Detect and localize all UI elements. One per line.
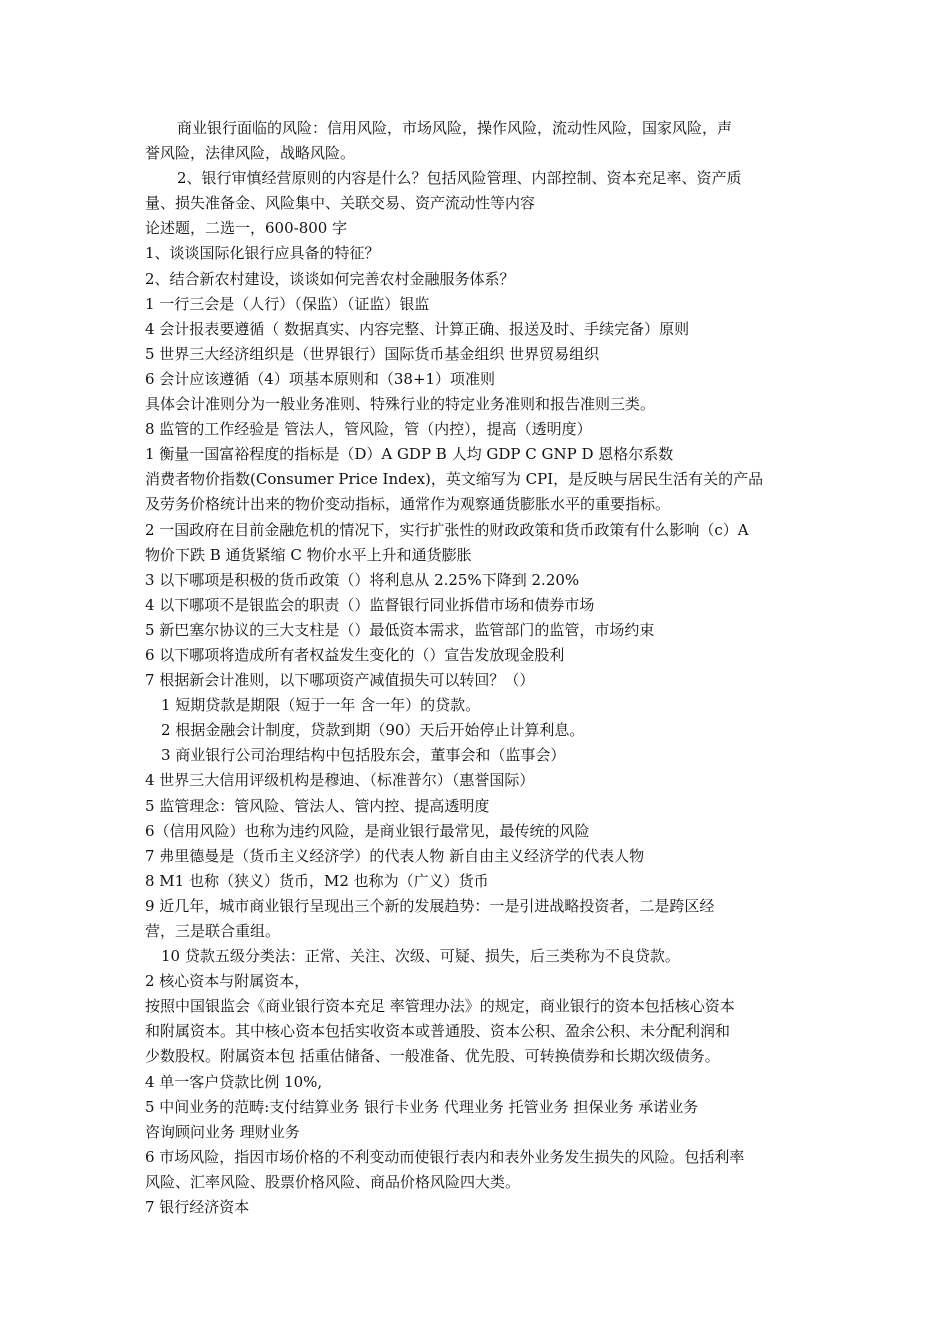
text-line: 9 近几年，城市商业银行呈现出三个新的发展趋势：一是引进战略投资者，二是跨区经 (145, 896, 715, 915)
text-line: 1、谈谈国际化银行应具备的特征？ (145, 244, 380, 263)
text-line: 论述题，二选一，600-800 字 (145, 219, 348, 238)
text-line: 1 衡量一国富裕程度的指标是（D）A GDP B 人均 GDP C GNP D 恩格尔系数 (145, 445, 674, 464)
text-line: 风险、汇率风险、股票价格风险、商品价格风险四大类。 (145, 1172, 521, 1191)
document-body (145, 116, 815, 1220)
text-line: 2 一国政府在目前金融危机的情况下，实行扩张性的财政政策和货币政策有什么影响（c）A (145, 520, 749, 539)
text-line: 商业银行面临的风险：信用风险，市场风险，操作风险，流动性风险，国家风险，声 (177, 119, 733, 137)
text-line: 7 银行经济资本 (145, 1198, 250, 1217)
text-line: 1 一行三会是（人行）（保监）（证监）银监 (145, 294, 430, 313)
text-line: 4 以下哪项不是银监会的职责（）监督银行同业拆借市场和债券市场 (145, 595, 595, 614)
text-line: 8 M1 也称（狭义）货币，M2 也称为（广义）货币 (145, 871, 489, 890)
text-line: 和附属资本。其中核心资本包括实收资本或普通股、资本公积、盈余公积、未分配利润和 (145, 1022, 731, 1041)
text-line: 3 以下哪项是积极的货币政策（）将利息从 2.25%下降到 2.20% (145, 570, 580, 589)
text-line: 2 核心资本与附属资本， (145, 972, 310, 991)
text-line: 5 中间业务的范畴:支付结算业务 银行卡业务 代理业务 托管业务 担保业务 承诺业务 (145, 1097, 699, 1116)
text-line: 量、损失准备金、风险集中、关联交易、资产流动性等内容 (145, 194, 536, 213)
text-line: 及劳务价格统计出来的物价变动指标，通常作为观察通货膨胀水平的重要指标。 (145, 495, 671, 514)
text-line: 5 监管理念：管风险、管法人、管内控、提高透明度 (145, 796, 490, 815)
text-line: 营，三是联合重组。 (145, 922, 281, 940)
text-line: 8 监管的工作经验是 管法人，管风险，管（内控），提高（透明度） (145, 420, 592, 439)
text-line: 2 根据金融会计制度，贷款到期（90）天后开始停止计算利息。 (161, 721, 585, 740)
text-line: 7 根据新会计准则，以下哪项资产减值损失可以转回？（） (145, 671, 535, 690)
text-line: 咨询顾问业务 理财业务 (145, 1122, 300, 1141)
text-line: 4 世界三大信用评级机构是穆迪、（标准普尔）（惠誉国际） (145, 771, 535, 790)
text-line: 7 弗里德曼是（货币主义经济学）的代表人物 新自由主义经济学的代表人物 (145, 846, 645, 865)
text-line: 2、银行审慎经营原则的内容是什么？包括风险管理、内部控制、资本充足率、资产质 (177, 169, 742, 188)
text-line: 5 新巴塞尔协议的三大支柱是（）最低资本需求，监管部门的监管，市场约束 (145, 620, 655, 639)
text-line: 1 短期贷款是期限（短于一年 含一年）的贷款。 (161, 696, 481, 715)
text-line: 6 以下哪项将造成所有者权益发生变化的（）宣告发放现金股利 (145, 645, 565, 664)
text-line: 具体会计准则分为一般业务准则、特殊行业的特定业务准则和报告准则三类。 (145, 395, 656, 414)
text-line: 3 商业银行公司治理结构中包括股东会，董事会和（监事会） (161, 746, 566, 765)
text-line: 6 市场风险，指因市场价格的不利变动而使银行表内和表外业务发生损失的风险。包括利率 (145, 1147, 745, 1166)
text-line: 10 贷款五级分类法：正常、关注、次级、可疑、损失，后三类称为不良贷款。 (161, 947, 680, 966)
text-line: 誉风险，法律风险，战略风险。 (145, 144, 356, 163)
text-line: 4 会计报表要遵循（ 数据真实、内容完整、计算正确、报送及时、手续完备）原则 (145, 319, 690, 338)
text-line: 6 会计应该遵循（4）项基本原则和（38+1）项准则 (145, 369, 496, 388)
text-line: 4 单一客户贷款比例 10%, (145, 1072, 323, 1091)
text-line: 2、结合新农村建设，谈谈如何完善农村金融服务体系？ (145, 269, 515, 288)
text-line: 按照中国银监会《商业银行资本充足 率管理办法》的规定，商业银行的资本包括核心资本 (145, 997, 735, 1016)
text-line: 物价下跌 B 通货紧缩 C 物价水平上升和通货膨胀 (145, 545, 472, 564)
text-line: 消费者物价指数(Consumer Price Index)，英文缩写为 CPI，是反映与居民生活有关的产品 (145, 470, 764, 489)
text-line: 6（信用风险）也称为违约风险，是商业银行最常见，最传统的风险 (145, 821, 590, 840)
text-line: 少数股权。附属资本包 括重估储备、一般准备、优先股、可转换债券和长期次级债务。 (145, 1047, 720, 1066)
text-line: 5 世界三大经济组织是（世界银行）国际货币基金组织 世界贸易组织 (145, 344, 600, 363)
